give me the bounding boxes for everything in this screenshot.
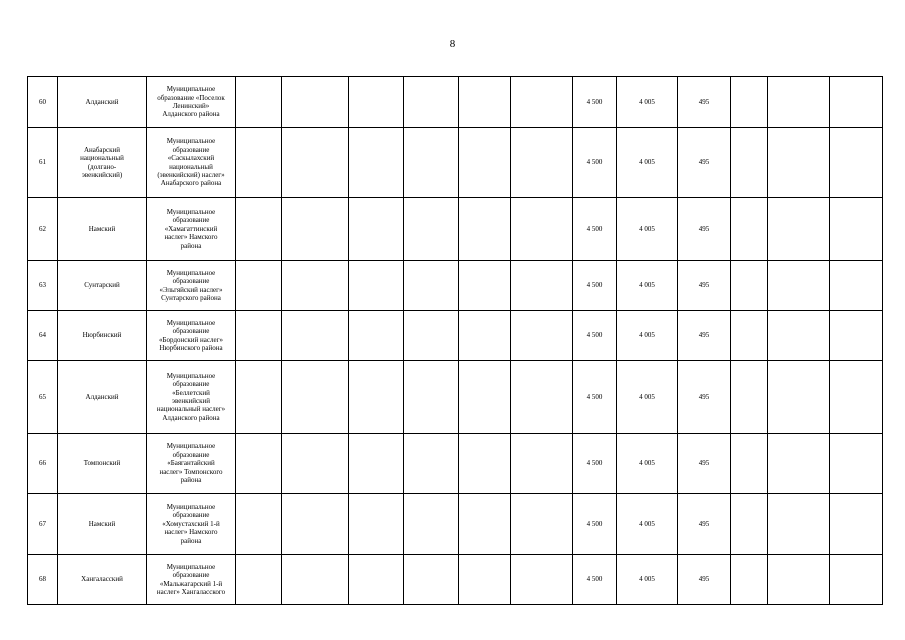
empty-cell bbox=[282, 555, 349, 605]
empty-cell bbox=[830, 361, 883, 434]
empty-cell bbox=[511, 434, 573, 494]
empty-cell bbox=[731, 555, 768, 605]
total-amount-cell: 4 500 bbox=[573, 77, 617, 128]
district-cell: Хангаласский bbox=[58, 555, 147, 605]
municipal-entity-cell: Муниципальное образование «Хамагаттинский наслег» Намского района bbox=[147, 198, 236, 261]
amount-cell: 495 bbox=[678, 261, 731, 311]
empty-cell bbox=[830, 128, 883, 198]
district-cell: Алданский bbox=[58, 77, 147, 128]
amount-cell: 4 005 bbox=[617, 555, 678, 605]
amount-cell: 4 005 bbox=[617, 361, 678, 434]
empty-cell bbox=[459, 494, 511, 555]
empty-cell bbox=[731, 434, 768, 494]
district-cell: Сунтарский bbox=[58, 261, 147, 311]
amount-cell: 495 bbox=[678, 77, 731, 128]
empty-cell bbox=[459, 198, 511, 261]
empty-cell bbox=[236, 77, 282, 128]
total-amount-cell: 4 500 bbox=[573, 361, 617, 434]
empty-cell bbox=[282, 261, 349, 311]
empty-cell bbox=[459, 361, 511, 434]
empty-cell bbox=[236, 494, 282, 555]
empty-cell bbox=[349, 261, 404, 311]
amount-cell: 495 bbox=[678, 198, 731, 261]
table-row bbox=[28, 77, 883, 128]
empty-cell bbox=[282, 128, 349, 198]
empty-cell bbox=[768, 261, 830, 311]
empty-cell bbox=[459, 77, 511, 128]
empty-cell bbox=[830, 77, 883, 128]
empty-cell bbox=[459, 434, 511, 494]
empty-cell bbox=[349, 555, 404, 605]
table-row bbox=[28, 198, 883, 261]
empty-cell bbox=[282, 77, 349, 128]
empty-cell bbox=[830, 198, 883, 261]
municipal-entity-cell: Муниципальное образование «Беллетский эвенкийский национальный наслег» Алданского района bbox=[147, 361, 236, 434]
total-amount-cell: 4 500 bbox=[573, 311, 617, 361]
empty-cell bbox=[349, 198, 404, 261]
empty-cell bbox=[731, 311, 768, 361]
empty-cell bbox=[768, 128, 830, 198]
amount-cell: 4 005 bbox=[617, 261, 678, 311]
municipal-entity-cell: Муниципальное образование «Бордонский наслег» Нюрбинского района bbox=[147, 311, 236, 361]
empty-cell bbox=[404, 555, 459, 605]
empty-cell bbox=[511, 311, 573, 361]
total-amount-cell: 4 500 bbox=[573, 494, 617, 555]
empty-cell bbox=[404, 361, 459, 434]
total-amount-cell: 4 500 bbox=[573, 434, 617, 494]
empty-cell bbox=[236, 311, 282, 361]
empty-cell bbox=[511, 198, 573, 261]
district-cell: Намский bbox=[58, 494, 147, 555]
empty-cell bbox=[459, 128, 511, 198]
district-cell: Алданский bbox=[58, 361, 147, 434]
row-number-cell: 60 bbox=[28, 77, 58, 128]
empty-cell bbox=[731, 361, 768, 434]
row-number-cell: 66 bbox=[28, 434, 58, 494]
empty-cell bbox=[404, 311, 459, 361]
empty-cell bbox=[404, 434, 459, 494]
empty-cell bbox=[236, 555, 282, 605]
empty-cell bbox=[282, 311, 349, 361]
empty-cell bbox=[768, 77, 830, 128]
amount-cell: 4 005 bbox=[617, 311, 678, 361]
amount-cell: 4 005 bbox=[617, 198, 678, 261]
row-number-cell: 63 bbox=[28, 261, 58, 311]
row-number-cell: 68 bbox=[28, 555, 58, 605]
amount-cell: 4 005 bbox=[617, 77, 678, 128]
district-cell: Намский bbox=[58, 198, 147, 261]
empty-cell bbox=[731, 494, 768, 555]
page-number: 8 bbox=[449, 38, 456, 50]
row-number-cell: 64 bbox=[28, 311, 58, 361]
empty-cell bbox=[404, 494, 459, 555]
empty-cell bbox=[404, 77, 459, 128]
empty-cell bbox=[236, 261, 282, 311]
empty-cell bbox=[830, 261, 883, 311]
empty-cell bbox=[511, 361, 573, 434]
total-amount-cell: 4 500 bbox=[573, 261, 617, 311]
empty-cell bbox=[731, 128, 768, 198]
empty-cell bbox=[830, 555, 883, 605]
amount-cell: 495 bbox=[678, 494, 731, 555]
amount-cell: 4 005 bbox=[617, 128, 678, 198]
empty-cell bbox=[731, 261, 768, 311]
municipal-entity-cell: Муниципальное образование «Баягантайский наслег» Томпонского района bbox=[147, 434, 236, 494]
empty-cell bbox=[404, 261, 459, 311]
empty-cell bbox=[236, 434, 282, 494]
district-cell: Томпонский bbox=[58, 434, 147, 494]
empty-cell bbox=[511, 77, 573, 128]
empty-cell bbox=[511, 494, 573, 555]
amount-cell: 495 bbox=[678, 361, 731, 434]
amount-cell: 495 bbox=[678, 434, 731, 494]
empty-cell bbox=[459, 555, 511, 605]
empty-cell bbox=[459, 311, 511, 361]
empty-cell bbox=[731, 77, 768, 128]
amount-cell: 495 bbox=[678, 311, 731, 361]
empty-cell bbox=[511, 261, 573, 311]
municipal-entity-cell: Муниципальное образование «Поселок Ленинский» Алданского района bbox=[147, 77, 236, 128]
empty-cell bbox=[830, 434, 883, 494]
table-row bbox=[28, 261, 883, 311]
table-row bbox=[28, 128, 883, 198]
municipal-entity-cell: Муниципальное образование «Саскылахский национальный (эвенкийский) наслег» Анабарского района bbox=[147, 128, 236, 198]
empty-cell bbox=[830, 311, 883, 361]
table-row bbox=[28, 555, 883, 605]
empty-cell bbox=[731, 198, 768, 261]
municipal-entity-cell: Муниципальное образование «Эльгяйский наслег» Сунтарского района bbox=[147, 261, 236, 311]
empty-cell bbox=[282, 361, 349, 434]
row-number-cell: 67 bbox=[28, 494, 58, 555]
row-number-cell: 62 bbox=[28, 198, 58, 261]
row-number-cell: 65 bbox=[28, 361, 58, 434]
district-cell: Анабарский национальный (долгано- эвенкийский) bbox=[58, 128, 147, 198]
empty-cell bbox=[236, 198, 282, 261]
empty-cell bbox=[349, 311, 404, 361]
empty-cell bbox=[459, 261, 511, 311]
empty-cell bbox=[349, 77, 404, 128]
amount-cell: 495 bbox=[678, 128, 731, 198]
total-amount-cell: 4 500 bbox=[573, 555, 617, 605]
empty-cell bbox=[768, 434, 830, 494]
empty-cell bbox=[282, 434, 349, 494]
table-row bbox=[28, 494, 883, 555]
empty-cell bbox=[282, 494, 349, 555]
amount-cell: 495 bbox=[678, 555, 731, 605]
empty-cell bbox=[236, 128, 282, 198]
district-cell: Нюрбинский bbox=[58, 311, 147, 361]
empty-cell bbox=[511, 128, 573, 198]
table-row bbox=[28, 311, 883, 361]
empty-cell bbox=[349, 361, 404, 434]
empty-cell bbox=[511, 555, 573, 605]
municipal-entity-cell: Муниципальное образование «Мальжагарский 1-й наслег» Хангаласского bbox=[147, 555, 236, 605]
amount-cell: 4 005 bbox=[617, 434, 678, 494]
empty-cell bbox=[830, 494, 883, 555]
empty-cell bbox=[404, 198, 459, 261]
empty-cell bbox=[768, 555, 830, 605]
allocation-table bbox=[27, 76, 883, 605]
empty-cell bbox=[404, 128, 459, 198]
empty-cell bbox=[349, 128, 404, 198]
empty-cell bbox=[349, 434, 404, 494]
total-amount-cell: 4 500 bbox=[573, 128, 617, 198]
amount-cell: 4 005 bbox=[617, 494, 678, 555]
empty-cell bbox=[768, 494, 830, 555]
empty-cell bbox=[768, 361, 830, 434]
total-amount-cell: 4 500 bbox=[573, 198, 617, 261]
empty-cell bbox=[768, 198, 830, 261]
empty-cell bbox=[282, 198, 349, 261]
empty-cell bbox=[349, 494, 404, 555]
table-row bbox=[28, 361, 883, 434]
table-row bbox=[28, 434, 883, 494]
empty-cell bbox=[768, 311, 830, 361]
row-number-cell: 61 bbox=[28, 128, 58, 198]
municipal-entity-cell: Муниципальное образование «Хомустахский 1-й наслег» Намского района bbox=[147, 494, 236, 555]
empty-cell bbox=[236, 361, 282, 434]
